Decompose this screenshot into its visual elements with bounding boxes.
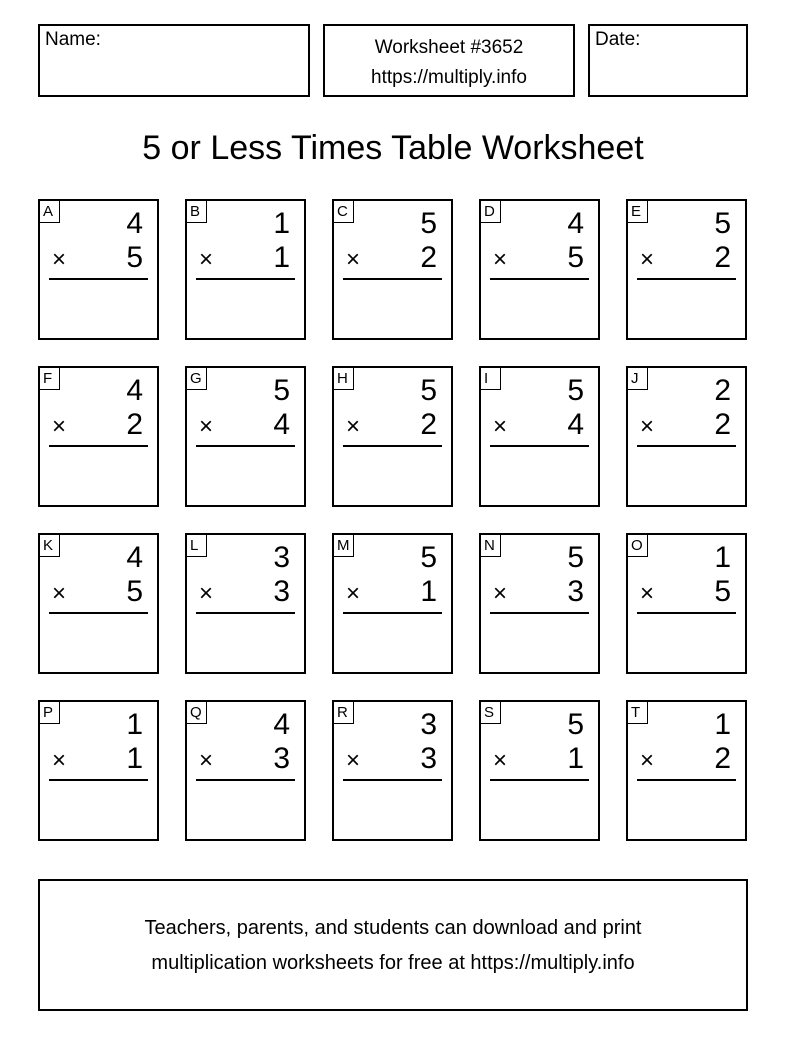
- problem-letter: F: [40, 368, 60, 390]
- answer-line: [196, 278, 295, 280]
- page-title: 5 or Less Times Table Worksheet: [142, 129, 644, 167]
- problem-card-m: [332, 533, 453, 674]
- problem-letter: G: [187, 368, 207, 390]
- problem-card-i: [479, 366, 600, 507]
- answer-line: [490, 779, 589, 781]
- answer-line: [196, 612, 295, 614]
- answer-line: [49, 779, 148, 781]
- multiplicand: 4: [273, 708, 290, 741]
- problem-letter: B: [187, 201, 207, 223]
- problem-letter: M: [334, 535, 354, 557]
- times-sign: ×: [52, 580, 67, 607]
- multiplier: 5: [714, 575, 731, 608]
- multiplicand: 5: [567, 541, 584, 574]
- times-sign: ×: [199, 246, 214, 273]
- problem-card-j: [626, 366, 747, 507]
- problem-card-g: [185, 366, 306, 507]
- multiplier: 2: [126, 408, 143, 441]
- problem-letter: Q: [187, 702, 207, 724]
- multiplier: 5: [567, 241, 584, 274]
- answer-line: [637, 445, 736, 447]
- multiplier: 2: [420, 241, 437, 274]
- date-box: [588, 24, 748, 97]
- worksheet-number: Worksheet #3652: [374, 37, 524, 58]
- multiplicand: 5: [420, 207, 437, 240]
- answer-line: [49, 612, 148, 614]
- problem-card-c: [332, 199, 453, 340]
- problem-card-k: [38, 533, 159, 674]
- multiplicand: 1: [714, 541, 731, 574]
- problem-card-b: [185, 199, 306, 340]
- times-sign: ×: [346, 580, 361, 607]
- name-label: Name:: [45, 29, 101, 50]
- answer-line: [343, 278, 442, 280]
- worksheet-url: https://multiply.info: [371, 67, 527, 88]
- problem-card-a: [38, 199, 159, 340]
- times-sign: ×: [493, 413, 508, 440]
- date-label: Date:: [595, 29, 641, 50]
- times-sign: ×: [493, 246, 508, 273]
- worksheet-info-box: [323, 24, 575, 97]
- multiplicand: 5: [567, 374, 584, 407]
- multiplier: 3: [567, 575, 584, 608]
- name-box: [38, 24, 310, 97]
- answer-line: [490, 278, 589, 280]
- multiplier: 2: [420, 408, 437, 441]
- multiplicand: 5: [273, 374, 290, 407]
- problem-letter: D: [481, 201, 501, 223]
- answer-line: [196, 779, 295, 781]
- multiplicand: 5: [714, 207, 731, 240]
- multiplicand: 2: [714, 374, 731, 407]
- footer-text-line-2: multiplication worksheets for free at https://multiply.info: [151, 952, 635, 974]
- problem-card-q: [185, 700, 306, 841]
- multiplicand: 5: [567, 708, 584, 741]
- footer-box: [38, 879, 748, 1011]
- multiplicand: 3: [273, 541, 290, 574]
- times-sign: ×: [346, 413, 361, 440]
- times-sign: ×: [346, 747, 361, 774]
- problem-letter: L: [187, 535, 207, 557]
- problem-letter: C: [334, 201, 354, 223]
- multiplicand: 1: [126, 708, 143, 741]
- multiplier: 3: [420, 742, 437, 775]
- answer-line: [343, 612, 442, 614]
- answer-line: [343, 779, 442, 781]
- problem-letter: R: [334, 702, 354, 724]
- times-sign: ×: [640, 747, 655, 774]
- multiplicand: 5: [420, 374, 437, 407]
- multiplicand: 4: [126, 541, 143, 574]
- problem-letter: A: [40, 201, 60, 223]
- multiplier: 2: [714, 742, 731, 775]
- problem-card-r: [332, 700, 453, 841]
- multiplier: 2: [714, 408, 731, 441]
- multiplier: 3: [273, 742, 290, 775]
- problem-letter: O: [628, 535, 648, 557]
- times-sign: ×: [52, 413, 67, 440]
- problem-card-o: [626, 533, 747, 674]
- times-sign: ×: [493, 747, 508, 774]
- multiplicand: 1: [273, 207, 290, 240]
- problem-card-e: [626, 199, 747, 340]
- problem-letter: P: [40, 702, 60, 724]
- problem-card-h: [332, 366, 453, 507]
- problem-letter: K: [40, 535, 60, 557]
- times-sign: ×: [640, 413, 655, 440]
- answer-line: [49, 445, 148, 447]
- multiplier: 4: [567, 408, 584, 441]
- problem-card-t: [626, 700, 747, 841]
- multiplier: 1: [126, 742, 143, 775]
- problem-letter: H: [334, 368, 354, 390]
- answer-line: [637, 779, 736, 781]
- problem-letter: T: [628, 702, 648, 724]
- answer-line: [49, 278, 148, 280]
- problem-letter: E: [628, 201, 648, 223]
- times-sign: ×: [52, 747, 67, 774]
- problem-card-p: [38, 700, 159, 841]
- problem-card-d: [479, 199, 600, 340]
- multiplicand: 3: [420, 708, 437, 741]
- times-sign: ×: [52, 246, 67, 273]
- problem-card-f: [38, 366, 159, 507]
- multiplier: 3: [273, 575, 290, 608]
- times-sign: ×: [199, 413, 214, 440]
- footer-text-line-1: Teachers, parents, and students can download and print: [144, 917, 642, 939]
- multiplier: 5: [126, 575, 143, 608]
- multiplicand: 4: [126, 374, 143, 407]
- answer-line: [490, 612, 589, 614]
- multiplier: 4: [273, 408, 290, 441]
- problem-letter: J: [628, 368, 648, 390]
- multiplicand: 5: [420, 541, 437, 574]
- times-sign: ×: [640, 246, 655, 273]
- answer-line: [637, 278, 736, 280]
- problem-card-s: [479, 700, 600, 841]
- times-sign: ×: [199, 580, 214, 607]
- times-sign: ×: [346, 246, 361, 273]
- times-sign: ×: [199, 747, 214, 774]
- problem-letter: N: [481, 535, 501, 557]
- multiplicand: 4: [126, 207, 143, 240]
- multiplier: 2: [714, 241, 731, 274]
- problem-card-l: [185, 533, 306, 674]
- multiplier: 1: [567, 742, 584, 775]
- multiplier: 1: [420, 575, 437, 608]
- answer-line: [196, 445, 295, 447]
- multiplier: 1: [273, 241, 290, 274]
- multiplier: 5: [126, 241, 143, 274]
- answer-line: [343, 445, 442, 447]
- multiplicand: 1: [714, 708, 731, 741]
- problem-letter: I: [481, 368, 501, 390]
- answer-line: [490, 445, 589, 447]
- multiplicand: 4: [567, 207, 584, 240]
- answer-line: [637, 612, 736, 614]
- problem-card-n: [479, 533, 600, 674]
- problem-letter: S: [481, 702, 501, 724]
- times-sign: ×: [640, 580, 655, 607]
- times-sign: ×: [493, 580, 508, 607]
